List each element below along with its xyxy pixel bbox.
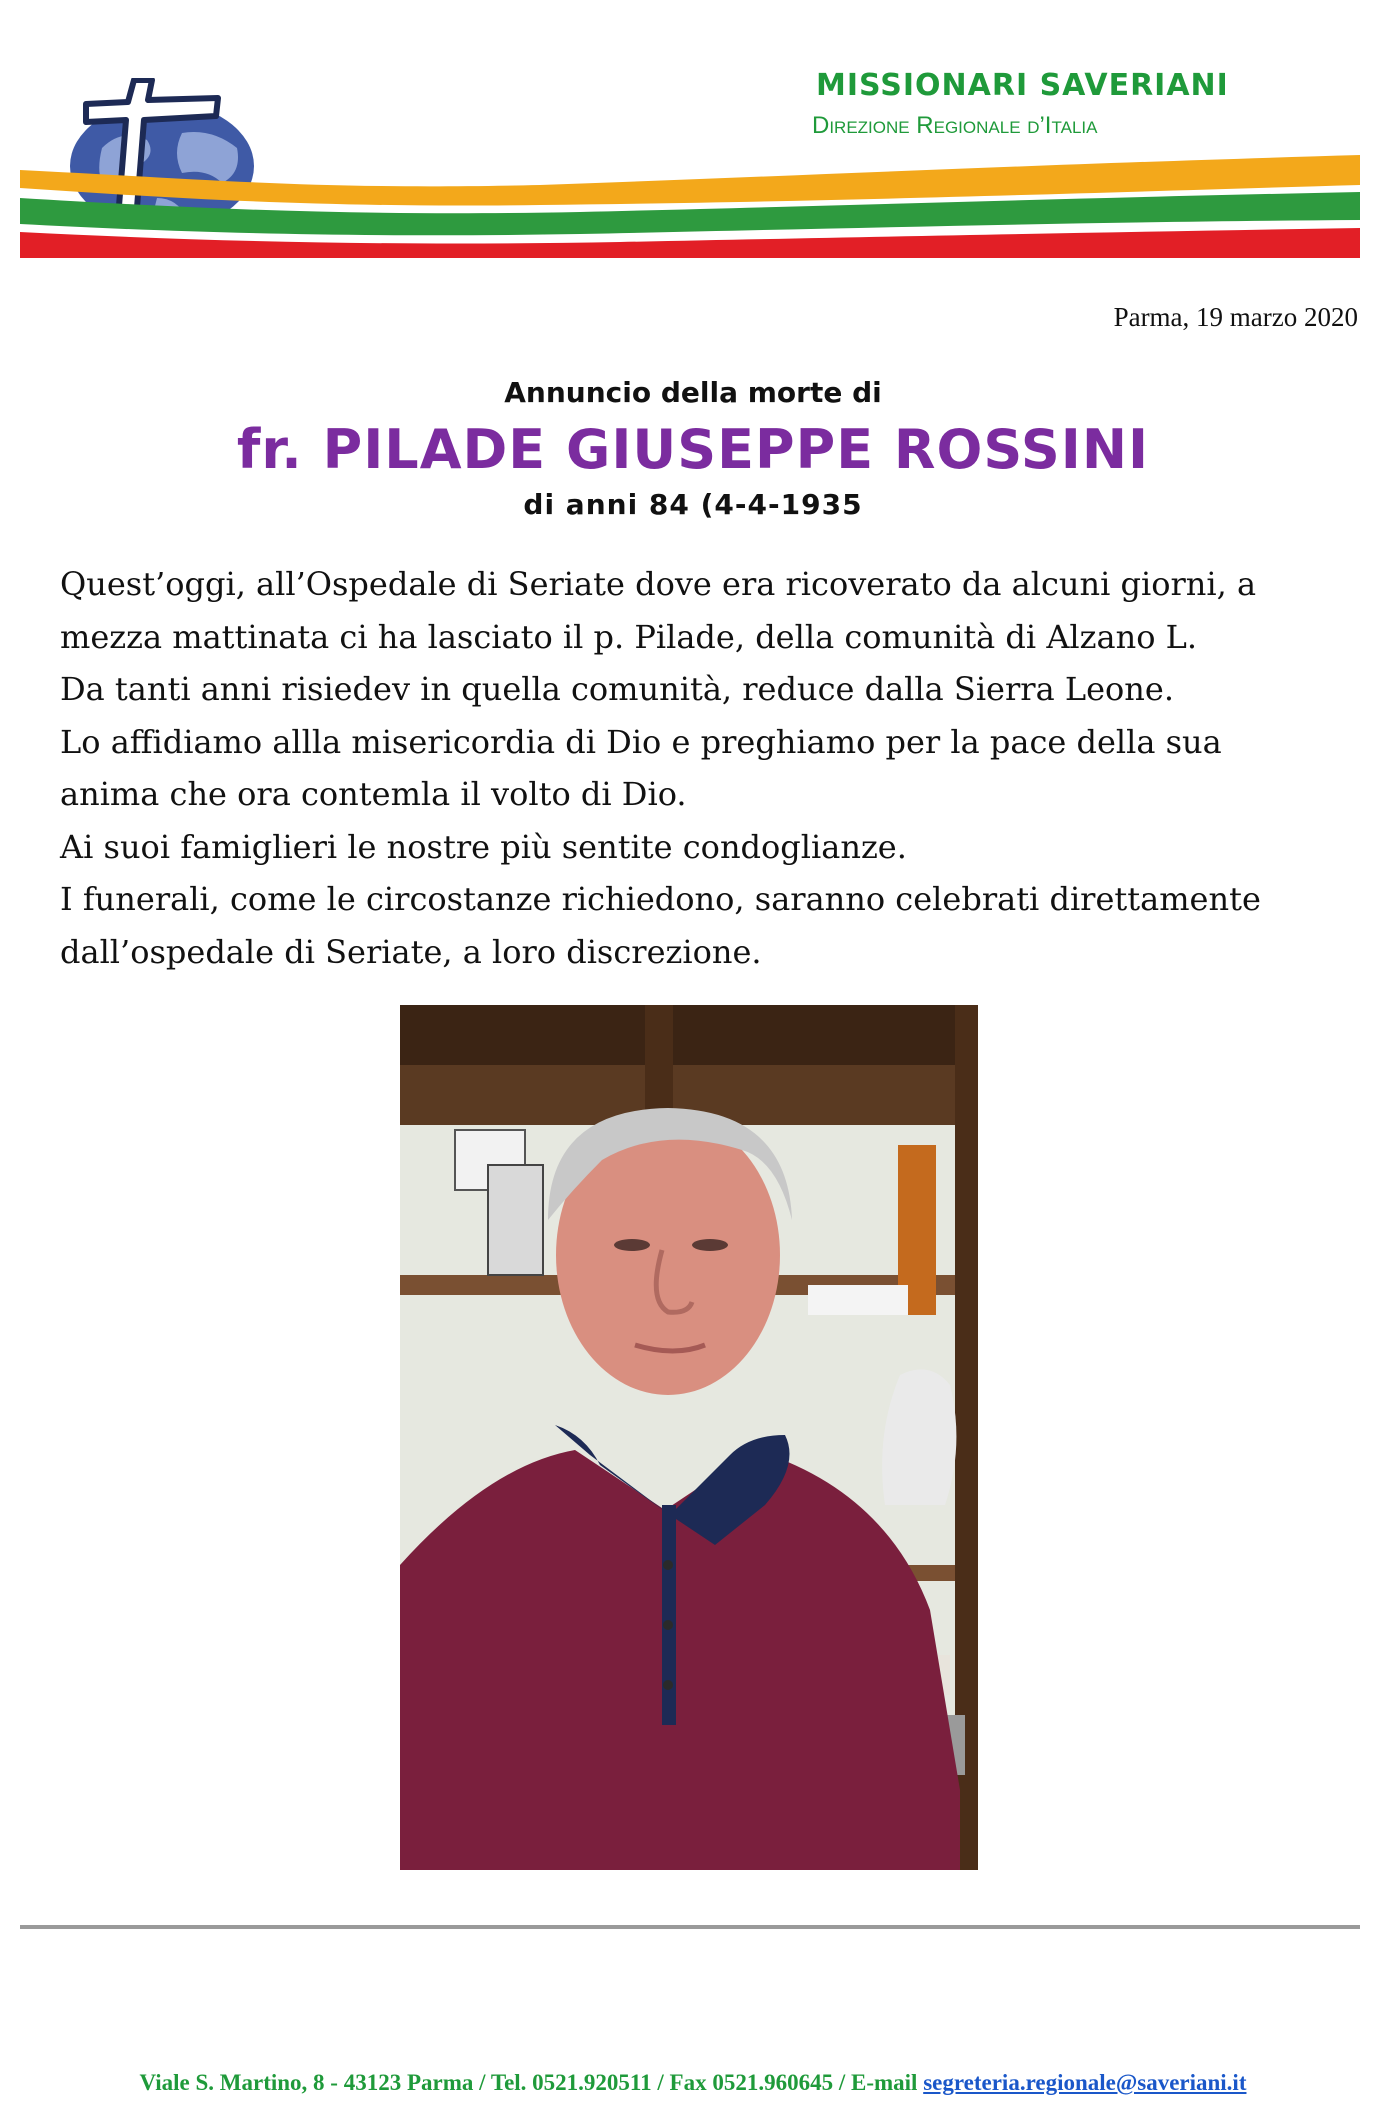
body-line: mezza mattinata ci ha lasciato il p. Pilade, della comunità di Alzano L. — [60, 617, 1198, 656]
body-line: Lo affidiamo allla misericordia di Dio e preghiamo per la pace della sua — [60, 722, 1222, 761]
announcement-heading: Annuncio della morte di — [504, 376, 882, 409]
letterhead — [0, 0, 1386, 270]
footer-address: Viale S. Martino, 8 - 43123 Parma / Tel. 0521.920511 / Fax 0521.960645 / E-mail — [139, 2070, 924, 2095]
footer-divider — [20, 1925, 1360, 1929]
body-line: Quest’oggi, all’Ospedale di Seriate dove era ricoverato da alcuni giorni, a — [60, 565, 1257, 603]
organization-name: MISSIONARI SAVERIANI — [816, 68, 1229, 103]
body-line: dall’ospedale di Seriate, a loro discrezione. — [60, 932, 762, 971]
footer-email-link[interactable]: segreteria.regionale@saveriani.it — [923, 2070, 1247, 2095]
body-line: Ai suoi famiglieri le nostre più sentite condoglianze. — [60, 827, 907, 866]
tricolor-stripes — [20, 150, 1360, 262]
body-line: anima che ora contemla il volto di Dio. — [60, 775, 687, 813]
footer-contact — [0, 2070, 1386, 2096]
deceased-age: di anni 84 (4-4-1935 — [523, 488, 863, 521]
body-line: Da tanti anni risiedev in quella comunità, reduce dalla Sierra Leone. — [60, 670, 1174, 708]
letter-date: Parma, 19 marzo 2020 — [1113, 302, 1358, 332]
organization-subtitle: Direzione Regionale d’Italia — [812, 112, 1098, 139]
deceased-name: fr. PILADE GIUSEPPE ROSSINI — [236, 418, 1150, 481]
announcement-body — [60, 558, 1350, 978]
body-line: I funerali, come le circostanze richiedono, saranno celebrati direttamente — [60, 880, 1261, 918]
portrait-photo — [400, 1005, 978, 1870]
